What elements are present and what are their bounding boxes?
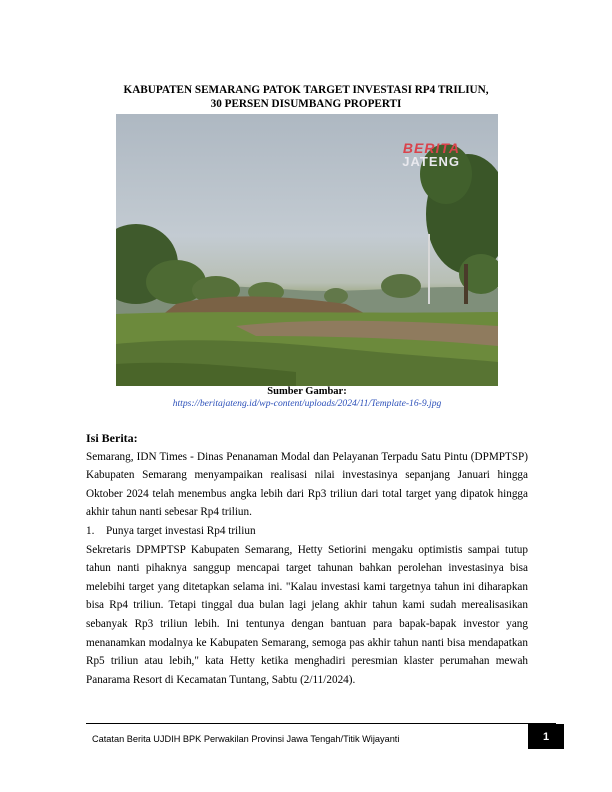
article-title-line-1: KABUPATEN SEMARANG PATOK TARGET INVESTASI RP4 TRILIUN,: [123, 84, 489, 96]
section-heading: Isi Berita:: [86, 431, 138, 445]
watermark-line-1: BERITA: [402, 140, 460, 156]
article-photo: [116, 114, 498, 386]
list-item: [86, 522, 528, 541]
caption-url-link[interactable]: https://beritajateng.id/wp-content/uploads/2024/11/Template-16-9.jpg: [172, 398, 442, 409]
article-body: [86, 429, 528, 689]
list-item-number: 1.: [86, 524, 95, 537]
article-title-line-2: 30 PERSEN DISUMBANG PROPERTI: [210, 97, 402, 110]
paragraph-2: Sekretaris DPMPTSP Kabupaten Semarang, Hetty Setiorini mengaku optimistis sampai tutup tahun nanti pihaknya sanggup mencapai target tahunan bahkan perolehan investasinya bisa melebihi target yang ditetapkan selama ini. "Kalau investasi kami targetnya tahun ini diharapkan bisa Rp4 triliun. Tetapi tinggal dua bulan lagi jelang akhir tahun kami sudah merealisasikan sebanyak Rp3 triliun lebih. Ini tentunya dengan bantuan para bapak-bapak investor yang menanamkan modalnya ke Kabupaten Semarang, semoga pas akhir tahun nanti bisa mendapatkan Rp5 triliun atau lebih," kata Hetty ketika menghadiri peresmian klaster perumahan mewah Panarama Resort di Kecamatan Tuntang, Sabtu (2/11/2024).: [86, 543, 528, 686]
page-number: 1: [528, 724, 564, 749]
list-item-text: Punya target investasi Rp4 triliun: [106, 524, 256, 537]
footer-divider: [86, 723, 556, 724]
article-title: [60, 84, 552, 111]
image-caption: [116, 386, 498, 410]
watermark-line-2: JATENG: [402, 154, 460, 169]
watermark-logo: [402, 142, 460, 168]
paragraph-1: Semarang, IDN Times - Dinas Penanaman Modal dan Pelayanan Terpadu Satu Pintu (DPMPTSP) Kabupaten Semarang menyampaikan realisasi nilai investasinya sepanjang Januari hingga Oktober 2024 telah menembus angka lebih dari Rp3 triliun dari total target yang dipatok hingga akhir tahun nanti sebesar Rp4 triliun.: [86, 450, 528, 519]
caption-label: Sumber Gambar:: [267, 386, 347, 397]
footer-text: Catatan Berita UJDIH BPK Perwakilan Provinsi Jawa Tengah/Titik Wijayanti: [92, 734, 400, 744]
